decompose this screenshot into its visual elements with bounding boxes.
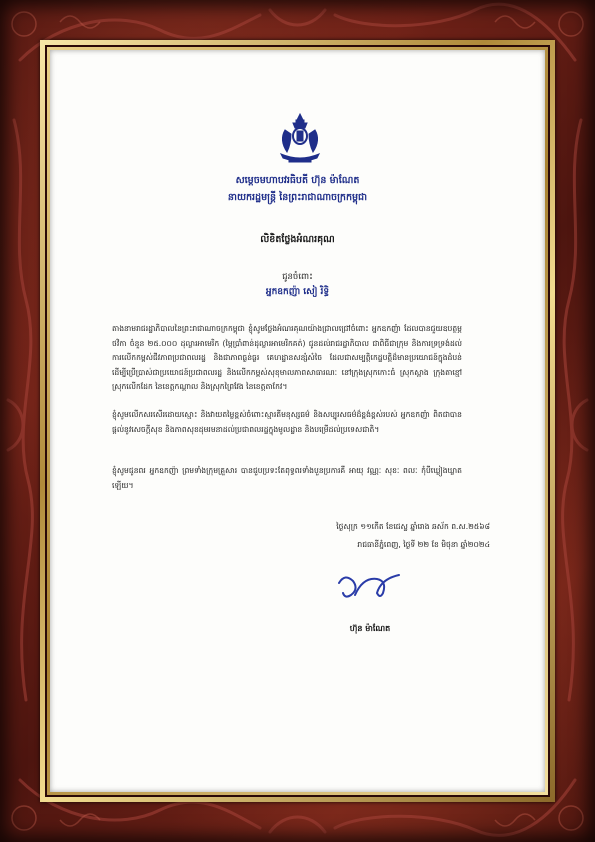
gold-border (40, 40, 555, 802)
body-paragraph-3: ខ្ញុំសូមជូនពរ អ្នកឧកញ៉ា ព្រមទាំងក្រុមគ្រួសារ បានជួបប្រទះតែពុទ្ធពរទាំងបួនប្រការគឺ អាយុ វណ្ណៈ សុខៈ ពលៈ កុំបីឃ្លៀងឃ្លាតឡើយ។ (112, 466, 462, 490)
cambodia-royal-emblem-icon (275, 112, 325, 164)
issuer-name: សម្ដេចមហាបវរធិបតី ហ៊ុន ម៉ាណែត (235, 175, 360, 186)
body-paragraph-2: ខ្ញុំសូមលើកសរសើរដោយស្មោះ និងវាយតម្លៃខ្ពស់ចំពោះស្មារតីមនុស្សធម៌ និងសប្បុរសធម៌ដ៏ខ្ពង់ខ្ពស់របស់ អ្នកឧកញ៉ា ពិតជាបានផ្ដល់នូវសេចក្ដីសុខ និងភាពសុខដុមរមនាដល់ប្រជាពលរដ្ឋក្នុងមូលដ្ឋាន និងបម្រើដល់ប្រទេសជាតិ។ (112, 410, 462, 434)
document-title: លិខិតថ្លែងអំណរគុណ (260, 234, 335, 245)
issuer-title: នាយករដ្ឋមន្ត្រី នៃព្រះរាជាណាចក្រកម្ពុជា (227, 192, 368, 203)
handwritten-signature (335, 565, 405, 605)
recipient-name: អ្នកឧកញ៉ា សៀ រិទ្ធិ (265, 287, 330, 297)
certificate-paper (50, 50, 545, 792)
solar-date: រាជធានីភ្នំពេញ, ថ្ងៃទី ២២ ខែ មិថុនា ឆ្នាំ២០២៤ (357, 540, 490, 549)
lunar-date: ថ្ងៃសុក្រ ១១កើត ខែជេស្ឋ ឆ្នាំរោង ឆស័ក ព.ស.២៥៦៨ (336, 522, 490, 531)
signer-name: ហ៊ុន ម៉ាណែត (349, 624, 391, 633)
body-paragraph-1: តាងនាមរាជរដ្ឋាភិបាលនៃព្រះរាជាណាចក្រកម្ពុជា ខ្ញុំសូមថ្លែងអំណរគុណយ៉ាងជ្រាលជ្រៅចំពោះ អ្នកឧកញ៉ា ដែលបានជួយឧបត្ថម្ភថវិកា ចំនួន ២៥.០០០ ដុល្លារអាមេរិក (ម្ភៃប្រាំពាន់ដុល្លារអាមេរិកគត់) ជូនដល់រាជរដ្ឋាភិបាល ជាពិធីជាក្រុម និងការទ្រទ្រង់ដល់ការលើកកម្ពស់ជីវភាពប្រជាពលរដ្ឋ និងជាភាពធ្ងន់ធ្ងរ គេហដ្ឋានសន្សំសំចៃ ដែលជាសម្បត្តិកេដ្ឋបត្តិដ៏មានប្រយោជន៍ក្នុងដំបន់ ដើម្បីប្រើប្រាស់ជាប្រយោជន៍ប្រជាពលរដ្ឋ និងលើកកម្ពស់សុខុមាលភាពសាធារណៈ នៅក្រុងស្រុកកោះធំ ស្រុកស្អាង ក្រុងតាខ្មៅ ស្រុកលើកដែក នៃខេត្តកណ្ដាល និងស្រុកព្រៃវែង នៃខេត្តតាកែវ។ (112, 324, 462, 392)
addressee-label: ជូនចំពោះ (282, 272, 313, 282)
